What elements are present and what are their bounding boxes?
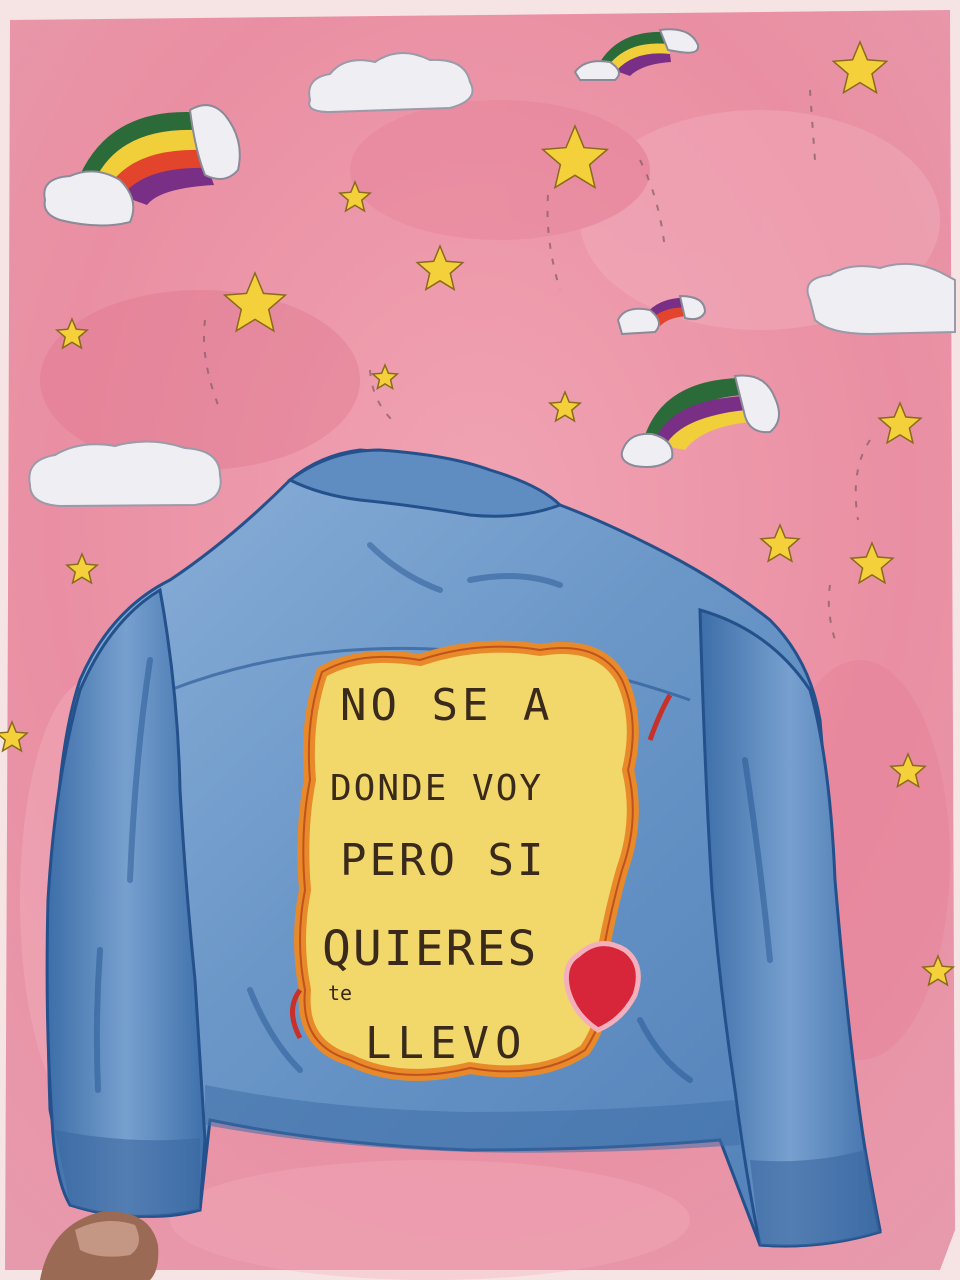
cloud-right (808, 264, 956, 334)
patch-line-6: LLEVO (365, 1018, 528, 1069)
patch-line-2: DONDE VOY (330, 768, 544, 809)
patch-line-1: NO SE A (340, 680, 554, 731)
left-cuff (55, 1130, 200, 1216)
patch-line-3: PERO SI (340, 835, 547, 886)
patch-line-5: te (328, 981, 353, 1005)
right-cuff (750, 1150, 880, 1246)
patch-line-4: QUIERES (322, 921, 539, 977)
